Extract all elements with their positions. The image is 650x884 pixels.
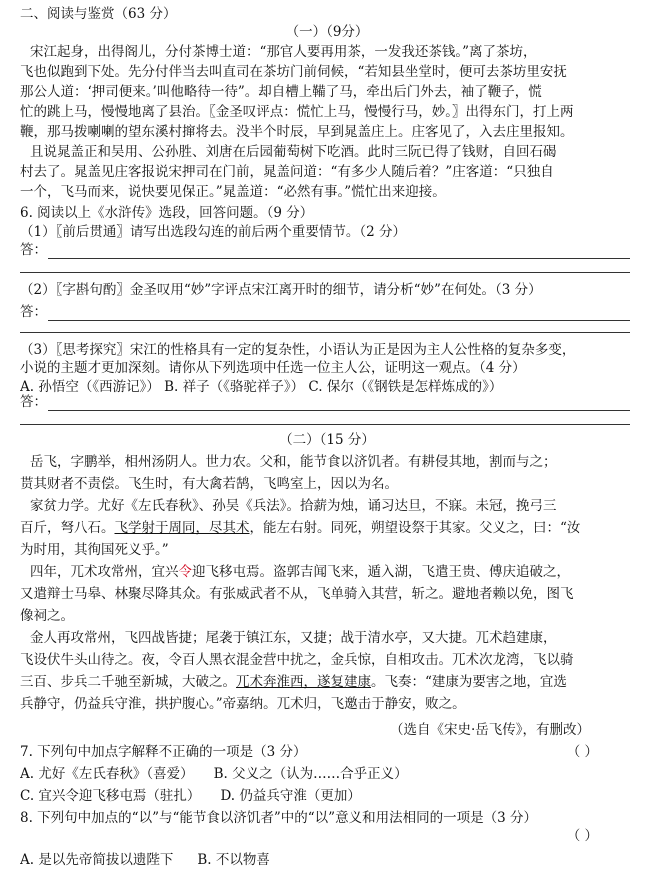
q6-sub3-line1: （3）〖思考探究〗宋江的性格具有一定的复杂性，小语认为正是因为主人公性格的复杂多变， [20,342,576,358]
passage1-line: 村去了。晁盖见庄客报说宋押司在门前，晁盖问道：“有多少人随后着？”庄客道：“只独自 [20,164,554,180]
q6-sub3-line2: 小说的主题才更加深刻。请你从下列选项中任选一位主人公，证明这一观点。（4 分） [20,360,526,376]
q8-option-a[interactable]: A. 是以先帝简拔以遗陛下 [20,852,174,868]
underlined-sentence: 飞学射于周同，尽其术 [114,520,250,536]
passage2-title: （二）（15 分） [279,432,375,448]
passage2-line: 兵静守，仍益兵守淮，拱护腹心。”帝嘉纳。兀术归，飞邀击于静安，败之。 [20,696,466,712]
q7-option-b[interactable]: B. 父义之（认为……合乎正义） [213,766,408,782]
passage2-line: 飞设伏牛头山待之。夜，令百人黑衣混金营中扰之，金兵惊，自相攻击。兀术次龙湾，飞以骑 [20,652,574,668]
passage2-line: 像祠之。 [20,608,74,624]
passage2-line: 为时用，其徇国死义乎。” [20,542,169,558]
q8-stem: 8. 下列句中加点的“以”与“能节食以济饥者”中的“以”意义和用法相同的一项是（3 分） [20,810,537,826]
underlined-sentence: 兀术奔淮西，遂复建康 [236,674,371,690]
answer-line [48,410,630,411]
passage2-source: （选自《宋史·岳飞传》，有删改） [389,722,590,738]
q6-sub1: （1）〖前后贯通〗请写出选段勾连的前后两个重要情节。（2 分） [20,224,406,240]
text-segment: 迎飞移屯焉。盗郭吉闻飞来，遁入湖，飞遣王贵、傅庆追破之， [192,564,570,580]
q6-answer-area-3[interactable] [20,392,630,414]
q7-stem: 7. 下列句中加点字解释不正确的一项是（3 分） [20,744,307,760]
passage2-line: 金人再攻常州，飞四战皆捷；尾袭于镇江东，又捷；战于清水亭，又大捷。兀术趋建康， [30,630,557,646]
passage1-line: 宋江起身，出得阁儿，分付茶博士道：“那官人要再用茶，一发我还茶钱。”离了茶坊， [30,44,537,60]
answer-label: 答： [20,304,47,320]
q6-answer-area-2[interactable] [20,302,630,324]
q8-options-row1 [20,850,634,870]
passage2-line [30,562,634,582]
q7-options-row2 [20,786,634,806]
q6-sub2: （2）〖字斟句酌〗金圣叹用“妙”字评点宋江离开时的细节，请分析“妙”在何处。（3 分） [20,282,542,298]
answer-line [48,258,630,259]
answer-label: 答： [20,394,47,410]
q7-options-row1 [20,764,634,784]
text-segment: ，能左右射。同死，朔望设祭于其家。父义之，曰：“汝 [249,520,581,536]
passage2-line: 又遣辩士马皋、林聚尽降其众。有张威武者不从，飞单骑入其营，斩之。避地者赖以免，图飞 [20,586,574,602]
answer-line [48,320,630,321]
text-segment: 百斤，弩八石。 [20,520,115,536]
passage1-line: 鞭，那马拨喇喇的望东溪村撺将去。没半个时辰，早到晁盖庄上。庄客见了，入去庄里报知。 [20,124,574,140]
passage1-line: 一个，飞马而来，说快要见保正。”晁盖道：“必然有事。”慌忙出来迎接。 [20,184,446,200]
passage2-line: 贳其财者不责偿。飞生时，有大禽若鹄，飞鸣室上，因以为名。 [20,476,398,492]
q6-stem: 6. 阅读以上《水浒传》选段，回答问题。（9 分） [20,205,314,221]
q8-answer-paren[interactable]: （ ） [566,828,598,844]
q7-option-d[interactable]: D. 仍益兵守淮（更加） [220,788,361,804]
text-segment: 三百、步兵二千驰至新城，大破之。 [20,674,236,690]
q8-option-b[interactable]: B. 不以物喜 [197,852,270,868]
section-title: 二、阅读与鉴赏（63 分） [20,6,177,22]
text-segment: 。飞奏：“建康为要害之地，宜选 [371,674,567,690]
passage2-line: 岳飞，字鹏举，相州汤阴人。世力农。父和，能节食以济饥者。有耕侵其地，割而与之； [30,454,557,470]
answer-line [20,424,630,425]
q7-answer-paren[interactable]: （ ） [566,744,598,760]
highlighted-character: 令 [178,564,192,580]
passage1-line: 那公人道：‘押司便来。’叫他略待一待”。却自槽上鞴了马，牵出后门外去，袖了鞭子，慌 [20,84,542,100]
answer-label: 答： [20,242,47,258]
q6-answer-area-1[interactable] [20,240,630,262]
passage1-title: （一）（9分） [285,24,369,40]
text-segment: 四年，兀术攻常州，宜兴 [30,564,179,580]
passage2-line [20,518,634,538]
passage1-line: 忙的跳上马，慢慢地离了县治。〖金圣叹评点：慌忙上马，慢慢行马，妙。〗出得东门，打上两 [20,104,574,120]
answer-line [20,272,630,273]
q7-option-a[interactable]: A. 尤好《左氏春秋》（喜爱） [20,766,194,782]
q6-options: A. 孙悟空（《西游记》） B. 祥子（《骆驼祥子》） C. 保尔（《钢铁是怎样炼成的》） [20,379,503,395]
passage2-line [20,672,634,692]
q7-option-c[interactable]: C. 宜兴令迎飞移屯焉（驻扎） [20,788,201,804]
passage1-line: 且说晁盖正和吴用、公孙胜、刘唐在后园葡萄树下吃酒。此时三阮已得了钱财，自回石碣 [30,144,557,160]
passage1-line: 飞也似跑到下处。先分付伴当去叫直司在茶坊门前伺候，“若知县坐堂时，便可去茶坊里安抚 [20,64,567,80]
answer-line [20,332,630,333]
passage2-line: 家贫力学。尤好《左氏春秋》、孙吴《兵法》。拾薪为烛，诵习达旦，不寐。未冠，挽弓三 [30,498,557,514]
